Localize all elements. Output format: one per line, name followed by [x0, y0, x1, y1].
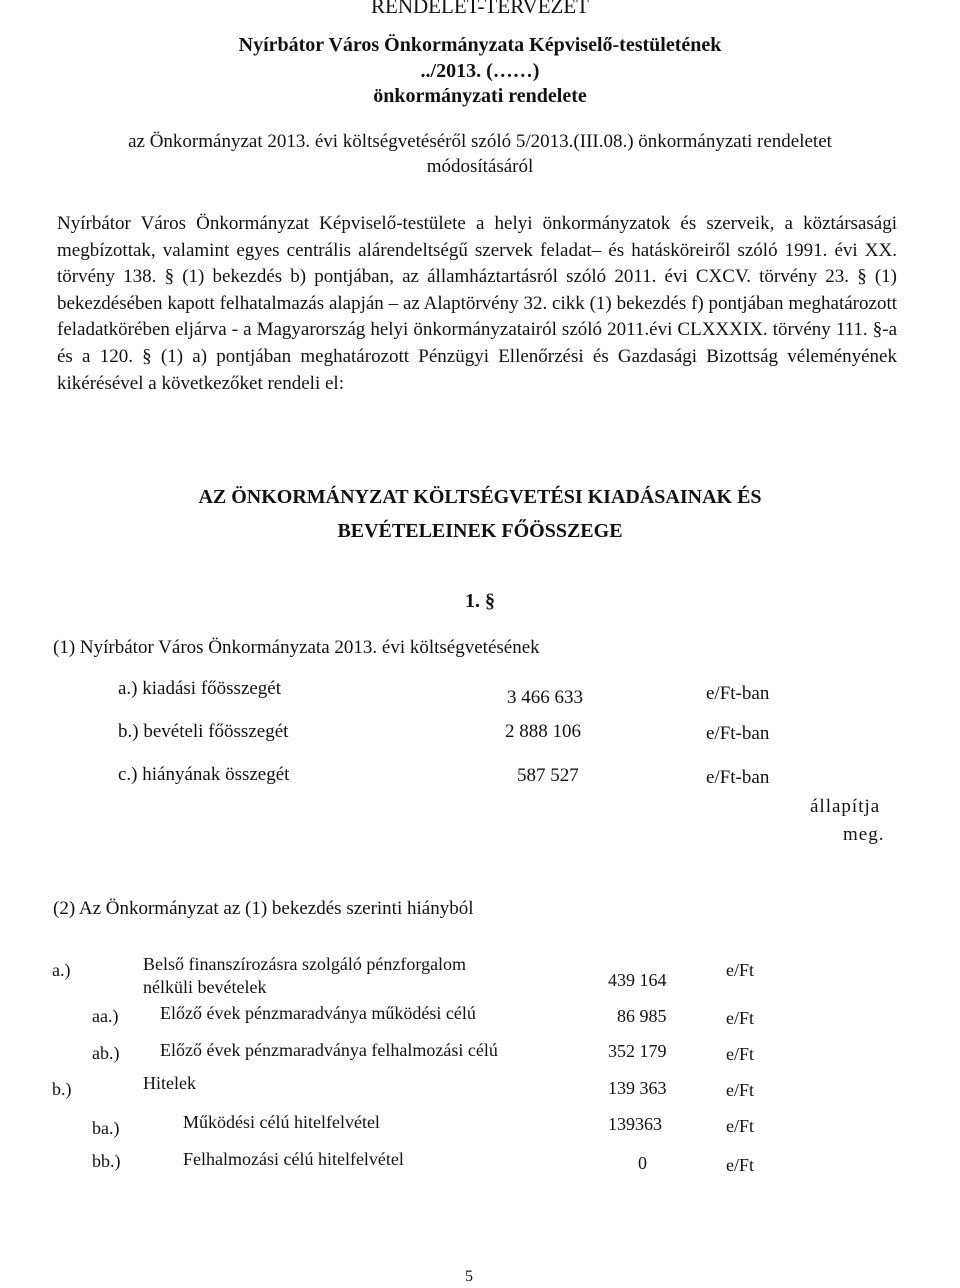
- clause2-row-label: Felhalmozási célú hitelfelvétel: [183, 1149, 404, 1169]
- clause1-row-value: 3 466 633: [507, 687, 583, 708]
- clause2-row-unit: e/Ft: [726, 1116, 755, 1136]
- clause2-row-key: ba.): [92, 1118, 120, 1138]
- clause1-intro: (1) Nyírbátor Város Önkormányzata 2013. évi költségvetésének: [53, 637, 540, 658]
- section-title-line-1: AZ ÖNKORMÁNYZAT KÖLTSÉGVETÉSI KIADÁSAINAK ÉS: [198, 486, 762, 508]
- paragraph-mark: 1. §: [465, 590, 495, 612]
- clause2-row-label: Előző évek pénzmaradványa működési célú: [160, 1003, 476, 1023]
- clause2-row-key: a.): [52, 960, 71, 980]
- clause2-row-label: Működési célú hitelfelvétel: [183, 1112, 380, 1132]
- subject-line-1: az Önkormányzat 2013. évi költségvetéséről szóló 5/2013.(III.08.) önkormányzati rendeletet: [128, 131, 832, 152]
- clause2-row-unit: e/Ft: [726, 1044, 755, 1064]
- clause2-intro: (2) Az Önkormányzat az (1) bekezdés szerinti hiányból: [53, 898, 474, 919]
- clause1-closing-2: meg.: [843, 824, 885, 845]
- clause1-row-unit: e/Ft-ban: [706, 683, 770, 704]
- clause1-row-unit: e/Ft-ban: [706, 767, 770, 788]
- clause2-row-key: bb.): [92, 1151, 121, 1171]
- clause2-row-unit: e/Ft: [726, 1008, 755, 1028]
- clause1-row-label: b.) bevételi főösszegét: [118, 721, 289, 742]
- clause2-row-value: 352 179: [608, 1041, 667, 1061]
- clause2-row-value: 86 985: [617, 1006, 667, 1026]
- clause1-row-label: a.) kiadási főösszegét: [118, 678, 282, 699]
- subject-line-2: módosításáról: [426, 156, 534, 177]
- clause2-row-value: 139 363: [608, 1078, 667, 1098]
- issuer-title: Nyírbátor Város Önkormányzata Képviselő-testületének: [238, 34, 722, 56]
- section-title-line-2: BEVÉTELEINEK FŐÖSSZEGE: [337, 520, 623, 542]
- clause2-row-label-2: nélküli bevételek: [143, 977, 267, 997]
- draft-label: RENDELET-TERVEZET: [371, 0, 589, 18]
- clause2-row-unit: e/Ft: [726, 960, 755, 980]
- clause2-row-value: 439 164: [608, 970, 667, 990]
- clause2-row-unit: e/Ft: [726, 1080, 755, 1100]
- clause2-row-unit: e/Ft: [726, 1155, 755, 1175]
- clause1-row-value: 587 527: [517, 765, 579, 786]
- clause2-row-value: 0: [638, 1153, 647, 1173]
- clause2-row-label: Előző évek pénzmaradványa felhalmozási célú: [160, 1040, 498, 1060]
- clause2-row-key: ab.): [92, 1043, 120, 1063]
- clause2-row-value: 139363: [608, 1114, 662, 1134]
- decree-type: önkormányzati rendelete: [373, 85, 587, 107]
- intro-paragraph: Nyírbátor Város Önkormányzat Képviselő-testülete a helyi önkormányzatok és szerveik, a köztársasági megbízottak, valamint egyes centrális alárendeltségű szervek feladat– és hatásköreiről szóló 1991. évi XX. törvény 138. § (1) bekezdés b) pontjában, az államháztartásról szóló 2011. évi CXCV. törvény 23. § (1) bekezdésében kapott felhatalmazás alapján – az Alaptörvény 32. cikk (1) bekezdés f) pontjában meghatározott feladatkörében eljárva - a Magyarország helyi önkormányzatairól szóló 2011.évi CLXXXIX. törvény 111. §-a és a 120. § (1) a) pontjában meghatározott Pénzügyi Ellenőrzési és Gazdasági Bizottság véleményének kikérésével a következőket rendeli el:: [57, 213, 897, 394]
- clause1-closing-1: állapítja: [810, 796, 881, 817]
- clause2-row-key: aa.): [92, 1006, 119, 1026]
- clause2-row-key: b.): [52, 1079, 72, 1099]
- clause1-row-label: c.) hiányának összegét: [118, 764, 290, 785]
- clause2-row-label-1: Belső finanszírozásra szolgáló pénzforgalom: [143, 954, 467, 974]
- clause1-row-value: 2 888 106: [505, 721, 581, 742]
- clause2-row-label: Hitelek: [143, 1073, 196, 1093]
- clause1-row-unit: e/Ft-ban: [706, 723, 770, 744]
- page-number: 5: [465, 1268, 473, 1285]
- decree-number: ../2013. (……): [420, 60, 540, 82]
